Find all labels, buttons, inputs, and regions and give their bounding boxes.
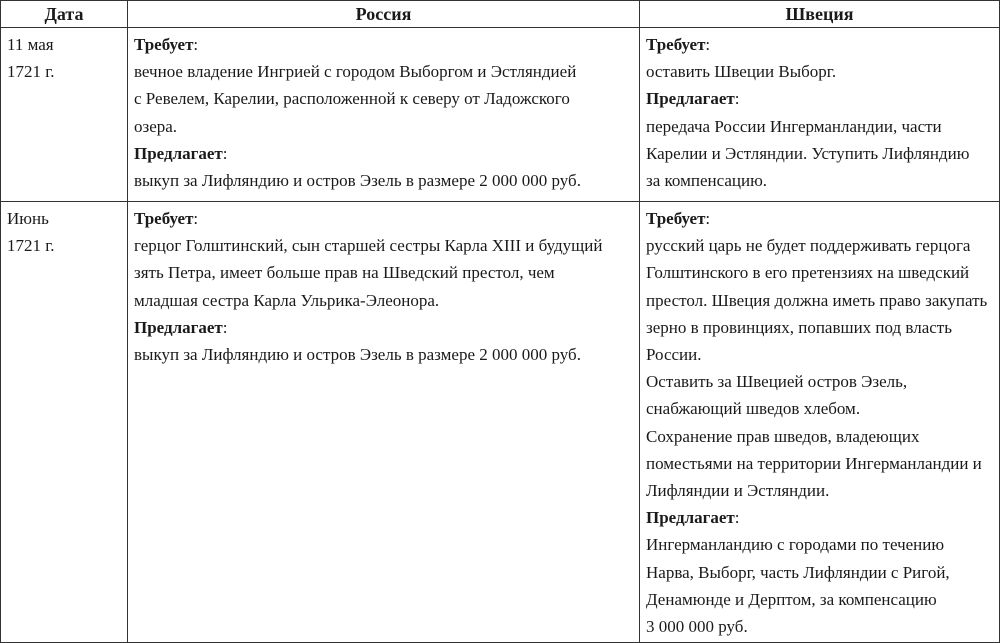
table-header <box>1 1 1000 28</box>
demands-line: зять Петра, имеет больше прав на Шведский престол, чем <box>134 263 555 283</box>
offers-line: выкуп за Лифляндию и остров Эзель в размере 2 000 000 руб. <box>134 171 581 191</box>
offers-label: Предлагает: <box>134 317 228 337</box>
date-month: Июнь <box>7 209 49 228</box>
offers-line: Денамюнде и Дерптом, за компенсацию <box>646 589 937 609</box>
header-russia: Россия <box>128 1 640 28</box>
demands-line: России. <box>646 345 702 365</box>
date-cell <box>1 28 128 202</box>
demands-line: русский царь не будет поддерживать герцога <box>646 236 971 256</box>
demands-line: оставить Швеции Выборг. <box>646 62 837 82</box>
demands-line: с Ревелем, Карелии, расположенной к северу от Ладожского <box>134 89 570 109</box>
header-row <box>1 1 1000 28</box>
demands-line: Лифляндии и Эстляндии. <box>646 481 830 501</box>
demands-line: Сохранение прав шведов, владеющих <box>646 426 920 446</box>
demands-line: зерно в провинциях, попавших под власть <box>646 317 952 337</box>
date-year: 1721 г. <box>7 236 55 256</box>
demands-line: Оставить за Швецией остров Эзель, <box>646 372 908 392</box>
demands-line: герцог Голштинский, сын старшей сестры Карла XIII и будущий <box>134 236 603 256</box>
demands-line: младшая сестра Карла Ульрика-Элеонора. <box>134 290 440 310</box>
demands-label: Требует: <box>134 35 199 54</box>
russia-cell <box>128 202 640 643</box>
table-body <box>1 28 1000 643</box>
demands-line: вечное владение Ингрией с городом Выборгом и Эстляндией <box>134 62 577 82</box>
offers-line: за компенсацию. <box>646 171 768 191</box>
demands-label: Требует: <box>646 209 711 228</box>
offers-line: передача России Ингерманландии, части <box>646 116 942 136</box>
sweden-cell <box>640 28 1000 202</box>
table-row <box>1 202 1000 643</box>
russia-cell <box>128 28 640 202</box>
offers-label: Предлагает: <box>646 89 740 109</box>
offers-line: выкуп за Лифляндию и остров Эзель в размере 2 000 000 руб. <box>134 345 581 365</box>
header-sweden: Швеция <box>640 1 1000 28</box>
offers-label: Предлагает: <box>646 508 740 528</box>
demands-line: престол. Швеция должна иметь право закупать <box>646 290 988 310</box>
demands-label: Требует: <box>646 35 711 54</box>
table-row <box>1 28 1000 202</box>
offers-line: Нарва, Выборг, часть Лифляндии с Ригой, <box>646 562 950 582</box>
demands-line: снабжающий шведов хлебом. <box>646 399 861 419</box>
offers-label: Предлагает: <box>134 143 228 163</box>
demands-line: озера. <box>134 116 178 136</box>
sweden-cell <box>640 202 1000 643</box>
demands-line: Голштинского в его претензиях на шведский <box>646 263 970 283</box>
offers-line: 3 000 000 руб. <box>646 617 748 637</box>
date-cell <box>1 202 128 643</box>
demands-line: поместьями на территории Ингерманландии и <box>646 453 982 473</box>
date-year: 1721 г. <box>7 62 55 82</box>
header-date: Дата <box>1 1 128 28</box>
demands-label: Требует: <box>134 209 199 228</box>
offers-line: Ингерманландию с городами по течению <box>646 535 945 555</box>
date-day: 11 мая <box>7 35 54 54</box>
offers-line: Карелии и Эстляндии. Уступить Лифляндию <box>646 143 970 163</box>
